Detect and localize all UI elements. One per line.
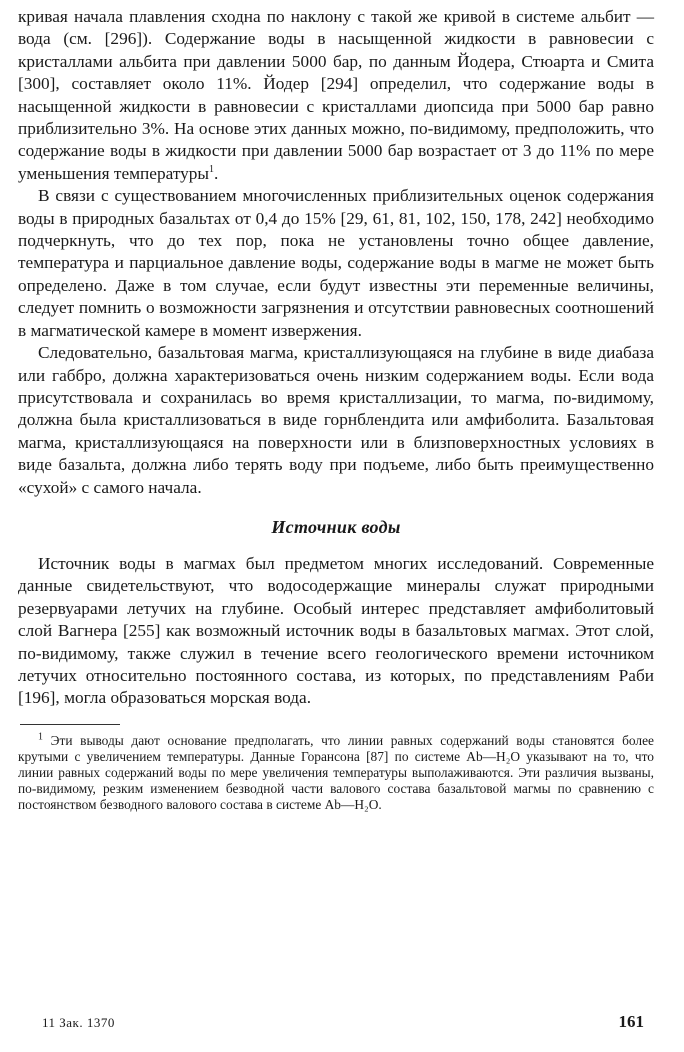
paragraph-basalt-magma: Следовательно, базальтовая магма, кристаллизующаяся на глубине в виде диабаза или габбро, должна характеризоваться очень низким содержанием воды. Если вода присутствовала и сохранилась во время кристаллизации, то магма, по-видимому, должна была кристаллизоваться в виде горнблендита или амфиболита. Базальтовая магма, кристаллизующаяся на поверхности или в близповерхностных условиях в виде базальта, должна либо терять воду при подъеме, либо быть преимущественно «сухой» с самого начала. — [18, 343, 654, 497]
paragraph-water-source: Источник воды в магмах был предметом многих исследований. Современные данные свидетельствуют, что водосодержащие минералы служат природными резервуарами летучих на глубине. Особый интерес представляет амфиболитовый слой Вагнера [255] как возможный источник воды в базальтовых магмах. Этот слой, по-видимому, также служил в течение всего геологического времени источником летучих относительно постоянного состава, из которых, по представлениям Раби [196], могла образоваться морская вода. — [18, 553, 654, 708]
page-footer — [42, 1012, 644, 1032]
section-heading: Источник воды — [271, 516, 401, 537]
printer-signature: 11 Зак. 1370 — [42, 1015, 115, 1030]
paragraph-water-content-estimates: В связи с существованием многочисленных приблизительных оценок содержания воды в природных базальтах от 0,4 до 15% [29, 61, 81, 102, 150, 178, 242] необходимо подчеркнуть, что до тех пор, пока не установлены точно общее давление, температура и парциальное давление воды, содержание воды в магме не может быть определено. Даже в том случае, если будут известны эти переменные величины, следует помнить о возможности загрязнения и отсутствии равновесных соотношений в магматической камере в момент извержения. — [18, 186, 654, 340]
footnote-divider — [20, 724, 120, 725]
paragraph-continuation — [18, 6, 654, 185]
page-number: 161 — [618, 1012, 644, 1031]
footnote — [18, 733, 654, 813]
page-content — [18, 6, 654, 813]
footnote-marker: 1 — [38, 731, 43, 743]
paragraph-1-text: кривая начала плавления сходна по наклону с такой же кривой в системе альбит — вода (см. [296]). Содержание воды в насыщенной жидкости в равновесии с кристаллами альбита при давлении 5000 бар, по данным Йодера, Стюарта и Смита [300], составляет около 11%. Йодер [294] определил, что содержание воды в насыщенной жидкости в равновесии с кристаллами диопсида при 5000 бар равно приблизительно 3%. На основе этих данных можно, по-видимому, предположить, что содержание воды в жидкости при давлении 5000 бар возрастает от 3 до 11% по мере уменьшения температуры — [18, 7, 654, 183]
footnote-reference[interactable]: 1 — [209, 164, 215, 176]
paragraph-1-end: . — [214, 163, 219, 183]
footnote-text: Эти выводы дают основание предполагать, что линии равных содержаний воды становятся более крутыми с увеличением температуры. Данные Горансона [87] по системе Ab—H₂O указывают на то, что линии равных содержаний воды по мере увеличения температуры выполаживаются. Эти различия вызваны, по-видимому, резким изменением безводной части валового состава базальтовой магмы по сравнению с постоянством безводного валового состава в системе Ab—H₂O. — [18, 732, 654, 812]
